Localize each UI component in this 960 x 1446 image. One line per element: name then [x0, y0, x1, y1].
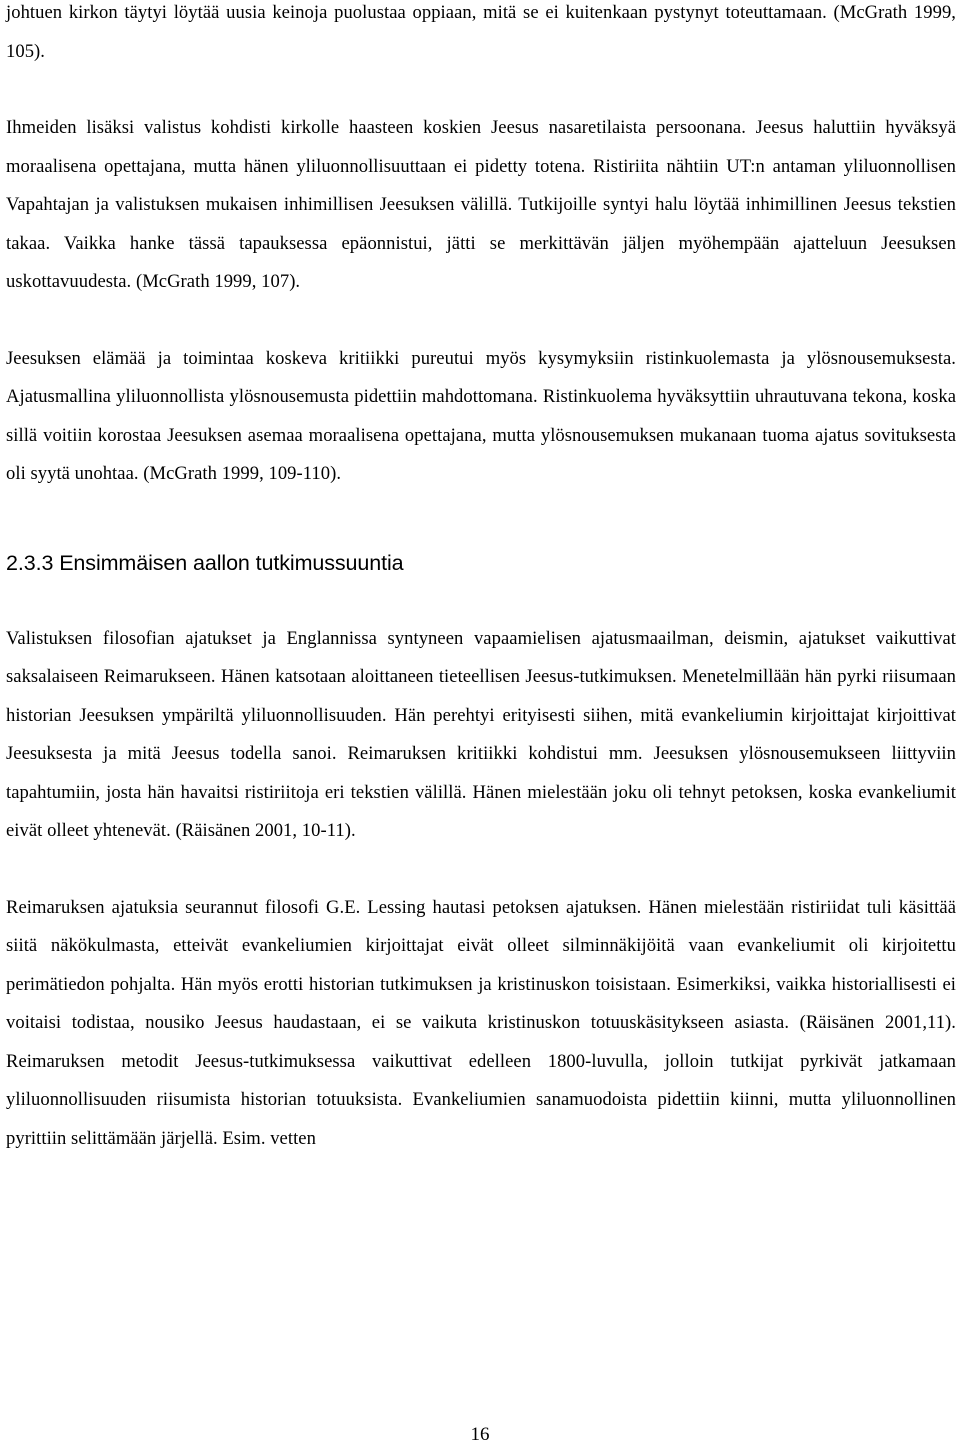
section-heading: 2.3.3 Ensimmäisen aallon tutkimussuuntia	[6, 550, 404, 575]
paragraph-reimarus: Valistuksen filosofian ajatukset ja Englannissa syntyneen vapaamielisen ajatusmaailman, deismin, ajatukset vaikuttivat saksalaiseen Reimarukseen. Hänen katsotaan aloittaneen tieteellisen Jeesus-tutkimuksen. Menetelmillään hän pyrki riisumaan historian Jeesuksen ympäriltä yliluonnollisuuden. Hän perehtyi erityisesti siihen, mitä evankeliumin kirjoittajat kirjoittivat Jeesuksesta ja mitä Jeesus todella sanoi. Reimaruksen kritiikki kohdistui mm. Jeesuksen ylösnousemukseen liittyviin tapahtumiin, josta hän havaitsi ristiriitoja eri tekstien välillä. Hänen mielestään joku oli tehnyt petoksen, koska evankeliumit eivät olleet yhtenevät. (Räisänen 2001, 10-11).	[6, 627, 956, 841]
page-number: 16	[470, 1424, 490, 1445]
paragraph-lessing: Reimaruksen ajatuksia seurannut filosofi G.E. Lessing hautasi petoksen ajatuksen. Hänen mielestään ristiriidat tuli käsittää siitä näkökulmasta, etteivät evankeliumien kirjoittajat eivät olleet silminnäkijöitä vaan evankeliumit oli kirjoitettu perimätiedon pohjalta. Hän myös erotti historian tutkimuksen ja kristinuskon toisistaan. Esimerkiksi, vaikka historiallisesti ei voitaisi todistaa, nousiko Jeesus haudastaan, ei se vaikuta kristinuskon totuuskäsitykseen asiasta. (Räisänen 2001,11). Reimaruksen metodit Jeesus-tutkimuksessa vaikuttivat edelleen 1800-luvulla, jolloin tutkijat pyrkivät jatkamaan yliluonnollisuuden riisumista historian totuuksista. Evankeliumien sanamuodoista pidettiin kiinni, mutta yliluonnollinen pyrittiin selittämään järjellä. Esim. vetten	[6, 896, 956, 1149]
paragraph-resurrection-critique: Jeesuksen elämää ja toimintaa koskeva kritiikki pureutui myös kysymyksiin ristinkuolemasta ja ylösnousemuksesta. Ajatusmallina yliluonnollista ylösnousemusta pidettiin mahdottomana. Ristinkuolema hyväksyttiin uhrautuvana tekona, koska sillä voitiin korostaa Jeesuksen asemaa moraalisena opettajana, mutta ylösnousemuksen mukanaan tuoma ajatus sovituksesta oli syytä unohtaa. (McGrath 1999, 109-110).	[6, 347, 956, 484]
document-page	[6, 0, 956, 1158]
paragraph-enlightenment-jesus: Ihmeiden lisäksi valistus kohdisti kirkolle haasteen koskien Jeesus nasaretilaista persoonana. Jeesus haluttiin hyväksyä moraalisena opettajana, mutta hänen yliluonnollisuuttaan ei pidetty totena. Ristiriita nähtiin UT:n antaman yliluonnollisen Vapahtajan ja valistuksen mukaisen inhimillisen Jeesuksen välillä. Tutkijoille syntyi halu löytää inhimillinen Jeesus tekstien takaa. Vaikka hanke tässä tapauksessa epäonnistui, jätti se merkittävän jäljen myöhempään ajatteluun Jeesuksen uskottavuudesta. (McGrath 1999, 107).	[6, 117, 956, 292]
paragraph-continuation: johtuen kirkon täytyi löytää uusia keinoja puolustaa oppiaan, mitä se ei kuitenkaan pystynyt toteuttamaan. (McGrath 1999, 105).	[6, 2, 956, 62]
